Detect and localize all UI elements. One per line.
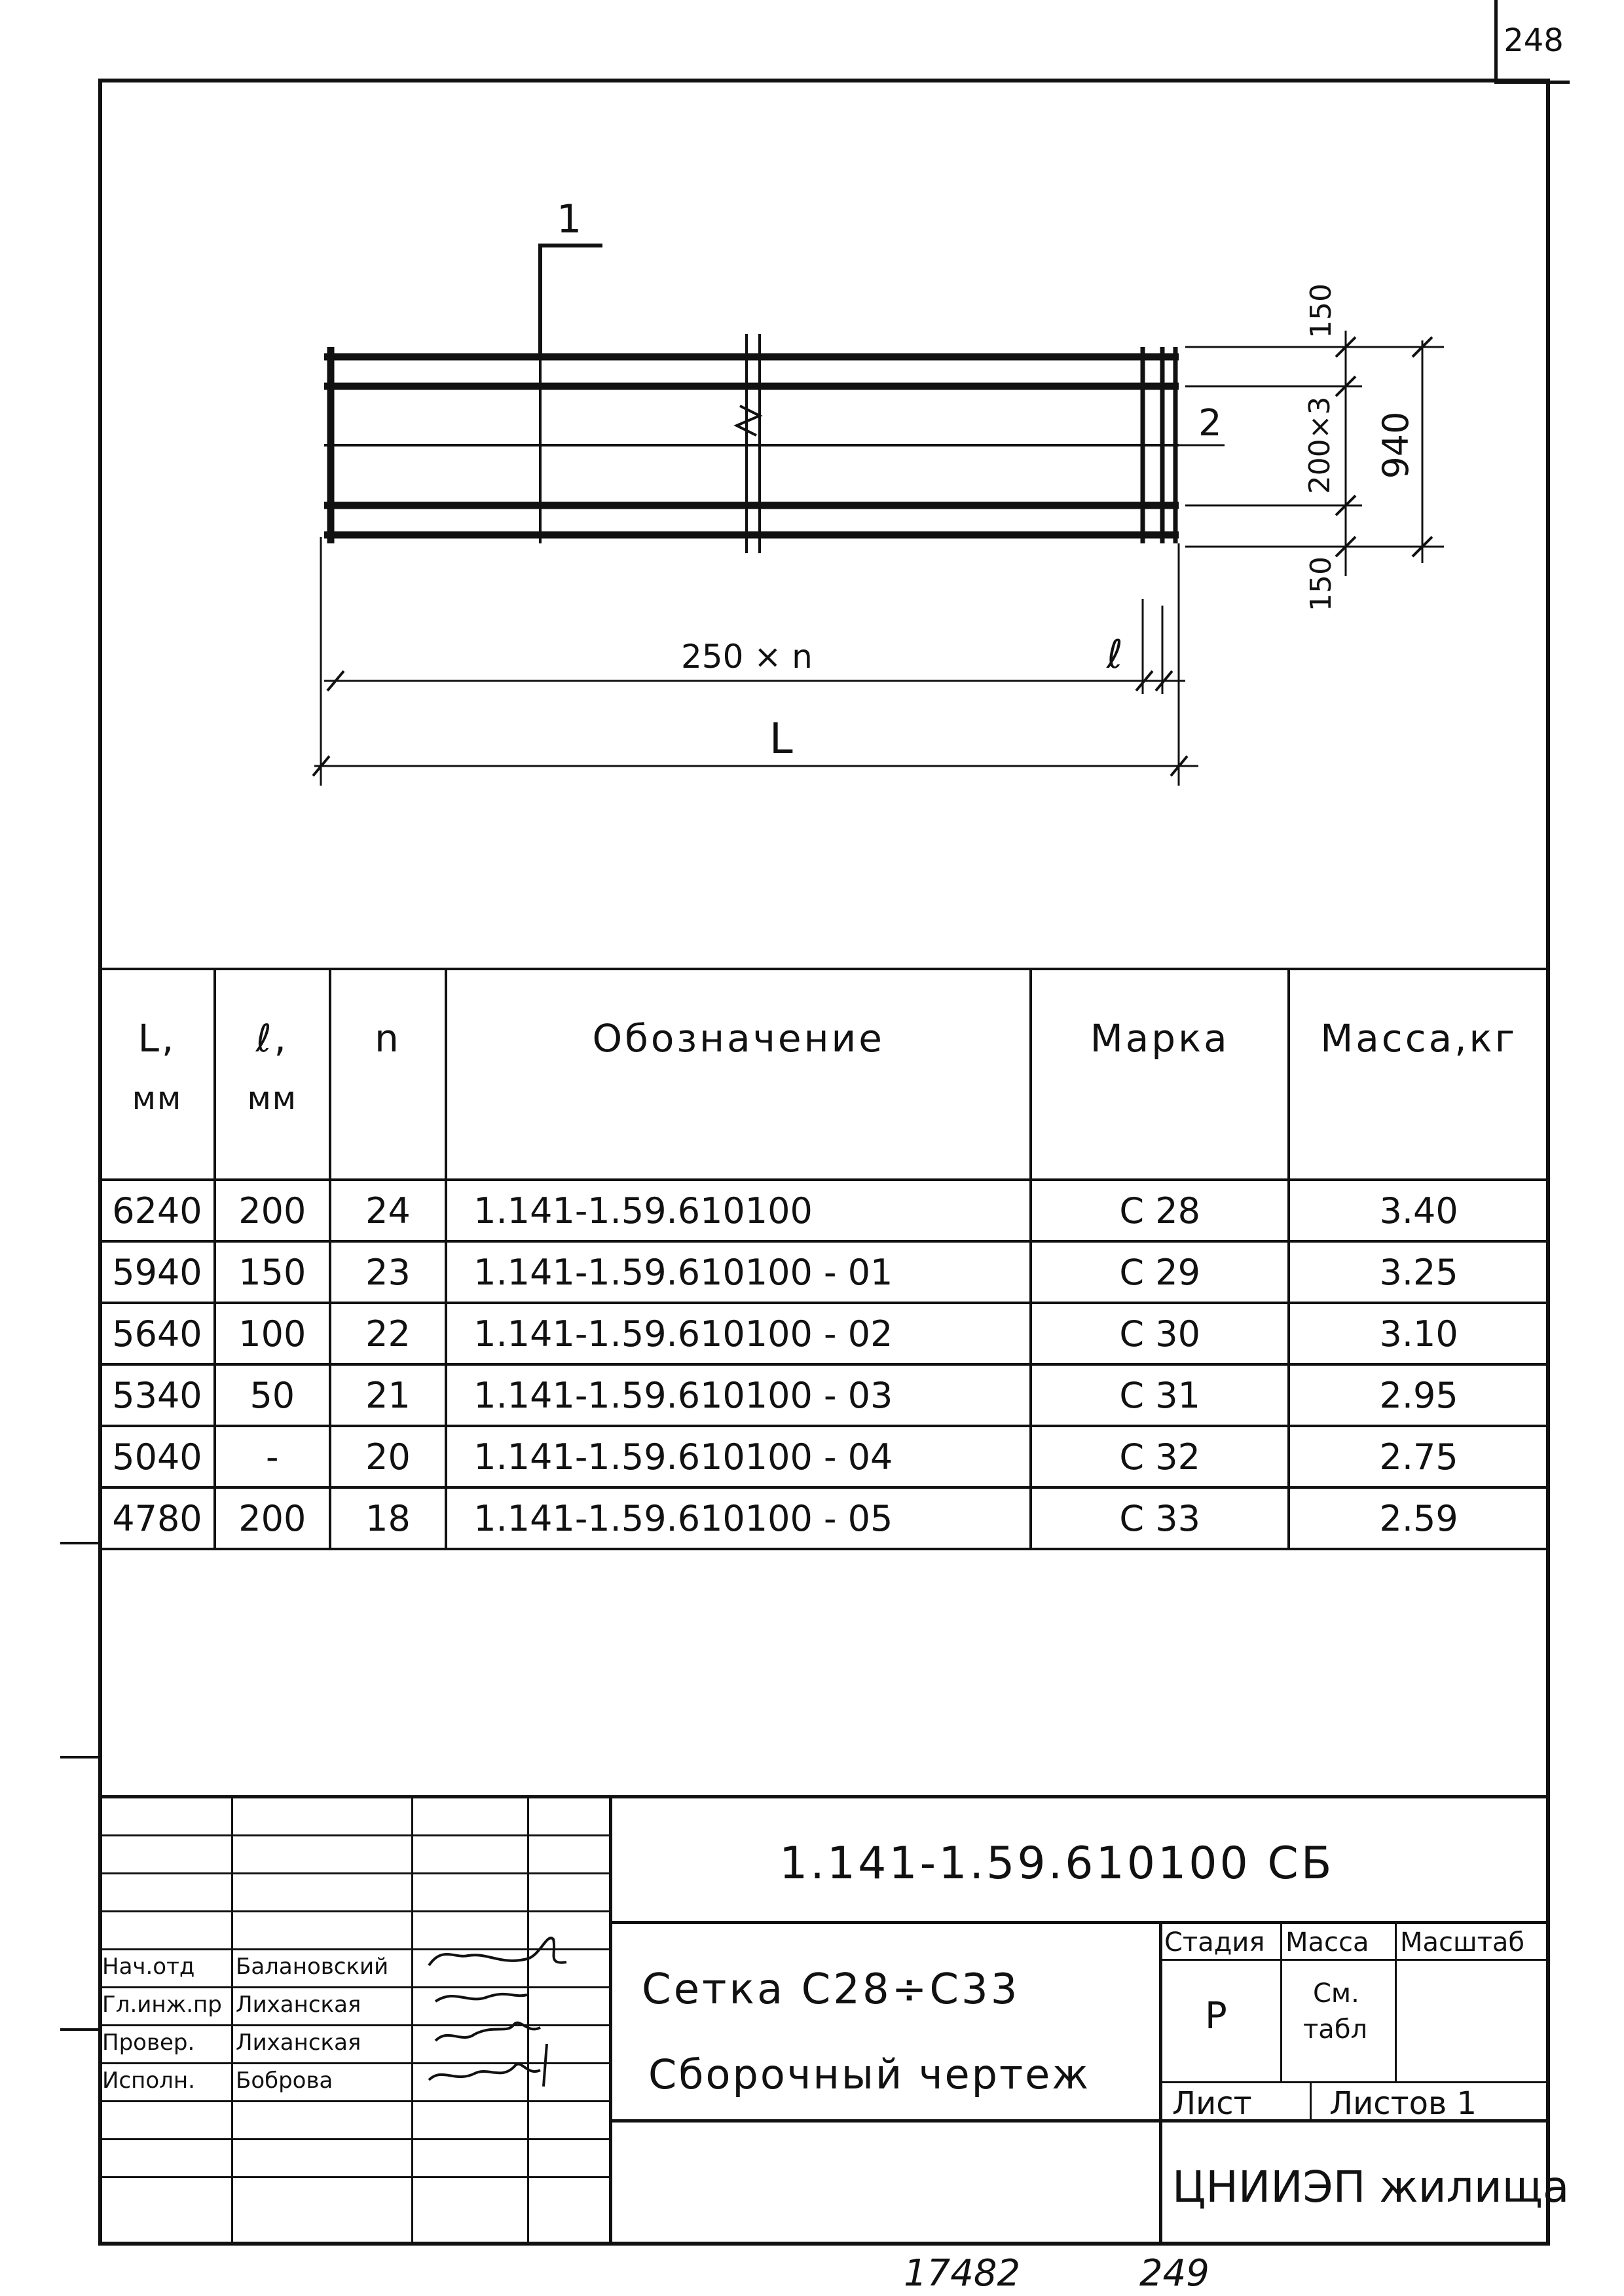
header-designation: Обозначение <box>446 969 1031 1180</box>
title-block <box>98 1795 1570 2246</box>
table-row: 5940 150 23 1.141-1.59.610100 - 01 C 29 3.25 <box>100 1241 1549 1303</box>
mass-value-line2: табл <box>1303 2014 1368 2045</box>
dim-label-total: L <box>769 715 793 763</box>
section-mark-label: 1 <box>557 196 582 242</box>
signature-name: Балановский <box>236 1954 389 1980</box>
dim-label-mid: 200×3 <box>1303 396 1337 494</box>
table-header-row <box>100 969 1549 1180</box>
document-code: 1.141-1.59.610100 СБ <box>779 1838 1335 1889</box>
header-n: n <box>330 969 447 1180</box>
dim-label-pattern: 250 × n <box>681 638 813 676</box>
drawing-title-line1: Сетка C28÷C33 <box>642 1965 1020 2014</box>
signature-name: Лиханская <box>236 1992 361 2018</box>
section-mark <box>540 246 602 357</box>
bar-mark-label: 2 <box>1198 402 1222 445</box>
dim-label-top-edge: 150 <box>1304 283 1338 338</box>
drawing-title-line2: Сборочный чертеж <box>648 2050 1091 2098</box>
signature-role: Гл.инж.пр <box>102 1992 222 2018</box>
sheet-number: 248 <box>1494 0 1570 84</box>
scale-label: Масштаб <box>1400 1927 1525 1958</box>
table-row: 5040 - 20 1.141-1.59.610100 - 04 C 32 2.75 <box>100 1426 1549 1487</box>
signature-role: Провер. <box>102 2030 195 2056</box>
mass-value-line1: См. <box>1313 1978 1359 2009</box>
mass-label: Масса <box>1285 1927 1369 1958</box>
stage-value: Р <box>1205 1995 1227 2037</box>
header-mass: Масса,кг <box>1289 969 1549 1180</box>
header-L: L, мм <box>100 969 215 1180</box>
dim-label-end: ℓ <box>1107 632 1123 678</box>
signature-name: Боброва <box>236 2068 333 2094</box>
dim-label-width: 940 <box>1375 411 1416 479</box>
header-l: ℓ, мм <box>215 969 330 1180</box>
dim-label-bottom-edge: 150 <box>1304 556 1338 611</box>
specification-table <box>98 968 1550 1550</box>
binding-mark <box>60 2028 101 2031</box>
table-row: 4780 200 18 1.141-1.59.610100 - 05 C 33 2.59 <box>100 1487 1549 1549</box>
footer-number-left: 17482 <box>904 2252 1021 2295</box>
table-row: 5340 50 21 1.141-1.59.610100 - 03 C 31 2.95 <box>100 1364 1549 1426</box>
table-row: 5640 100 22 1.141-1.59.610100 - 02 C 30 3.10 <box>100 1303 1549 1364</box>
sheets-count: Листов 1 <box>1329 2085 1477 2122</box>
signature-role: Исполн. <box>102 2068 195 2094</box>
mesh-drawing <box>0 0 1624 851</box>
handwritten-signatures <box>416 1920 632 2103</box>
signature-name: Лиханская <box>236 2030 361 2056</box>
break-zigzag <box>737 406 760 435</box>
sheet-label: Лист <box>1172 2085 1252 2122</box>
table-row: 6240 200 24 1.141-1.59.610100 C 28 3.40 <box>100 1180 1549 1241</box>
organization: ЦНИИЭП жилища <box>1172 2162 1570 2212</box>
binding-mark <box>60 1542 101 1544</box>
signature-role: Нач.отд <box>102 1954 195 1980</box>
footer-number-right: 249 <box>1139 2252 1209 2295</box>
header-mark: Марка <box>1031 969 1289 1180</box>
stage-label: Стадия <box>1164 1927 1265 1958</box>
binding-mark <box>60 1756 101 1758</box>
